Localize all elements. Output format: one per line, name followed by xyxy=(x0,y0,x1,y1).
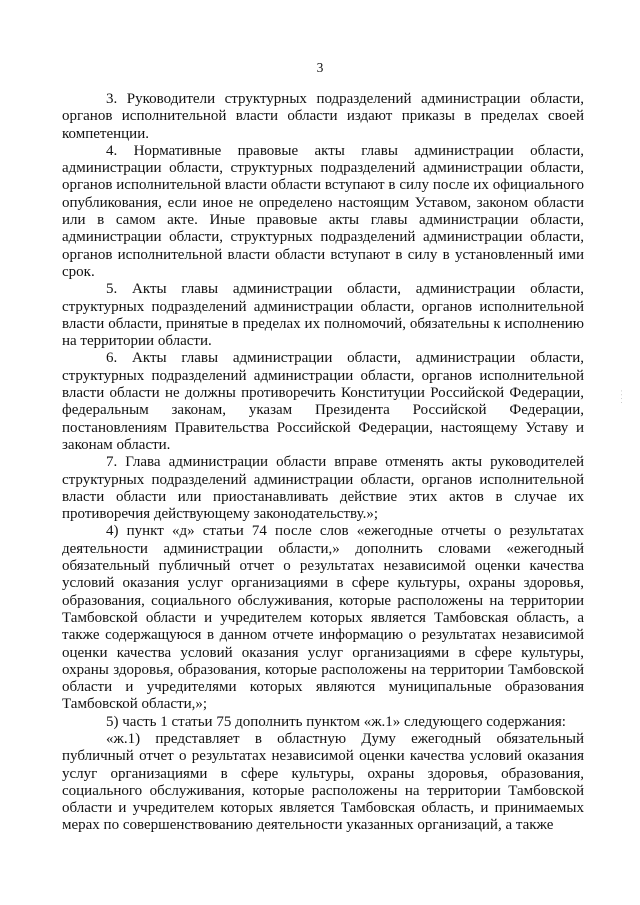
paragraph-7: 7. Глава администрации области вправе отменять акты руководителей структурных подразделений администрации области, органов исполнительной власти области или приостанавливать действие этих актов в случае их противоречия действующему законодательству.»; xyxy=(62,454,584,523)
page-number: 3 xyxy=(316,60,324,75)
paragraph-6: 6. Акты главы администрации области, администрации области, структурных подразделений администрации области, органов исполнительной власти области не должны противоречить Конституции Российской Федерации, федеральным законам, указам Президента Российской Федерации, постановлениям Правительства Российской Федерации, настоящему Уставу и законам области. xyxy=(62,350,584,453)
margin-mark: · · · · xyxy=(617,390,624,404)
amendment-item-5: 5) часть 1 статьи 75 дополнить пунктом «ж.1» следующего содержания: xyxy=(106,713,566,730)
document-body xyxy=(62,91,584,835)
paragraph-3: 3. Руководители структурных подразделений администрации области, органов исполнительной власти области издают приказы в пределах своей компетенции. xyxy=(62,91,584,142)
amendment-item-4: 4) пункт «д» статьи 74 после слов «ежегодные отчеты о результатах деятельности администрации области,» дополнить словами «ежегодный обязательный публичный отчет о результатах независимой оценки качества условий оказания услуг организациями в сфере культуры, охраны здоровья, образования, социального обслуживания, которые расположены на территории Тамбовской области и учредителем которых является Тамбовская область, а также содержащуюся в данном отчете информацию о результатах независимой оценки качества условий оказания услуг организациями в сфере культуры, охраны здоровья, образования, которые расположены на территории Тамбовской области и учредителями которых являются муниципальные образования Тамбовской области,»; xyxy=(62,523,584,713)
paragraph-4: 4. Нормативные правовые акты главы администрации области, администрации области, структурных подразделений администрации области, органов исполнительной власти области вступают в силу после их официального опубликования, если иное не определено настоящим Уставом, законом области или в самом акте. Иные правовые акты главы администрации области, администрации области, структурных подразделений администрации области, органов исполнительной власти области вступают в силу в установленный ими срок. xyxy=(62,142,584,280)
paragraph-5: 5. Акты главы администрации области, администрации области, структурных подразделений администрации области, органов исполнительной власти области, принятые в пределах их полномочий, обязательны к исполнению на территории области. xyxy=(62,281,584,350)
amendment-clause-zh1: «ж.1) представляет в областную Думу ежегодный обязательный публичный отчет о результатах независимой оценки качества условий оказания услуг организациями в сфере культуры, охраны здоровья, образования, социального обслуживания, которые расположены на территории Тамбовской области и учредителем которых является Тамбовская область, и принимаемых мерах по совершенствованию деятельности указанных организаций, а также xyxy=(62,730,584,834)
